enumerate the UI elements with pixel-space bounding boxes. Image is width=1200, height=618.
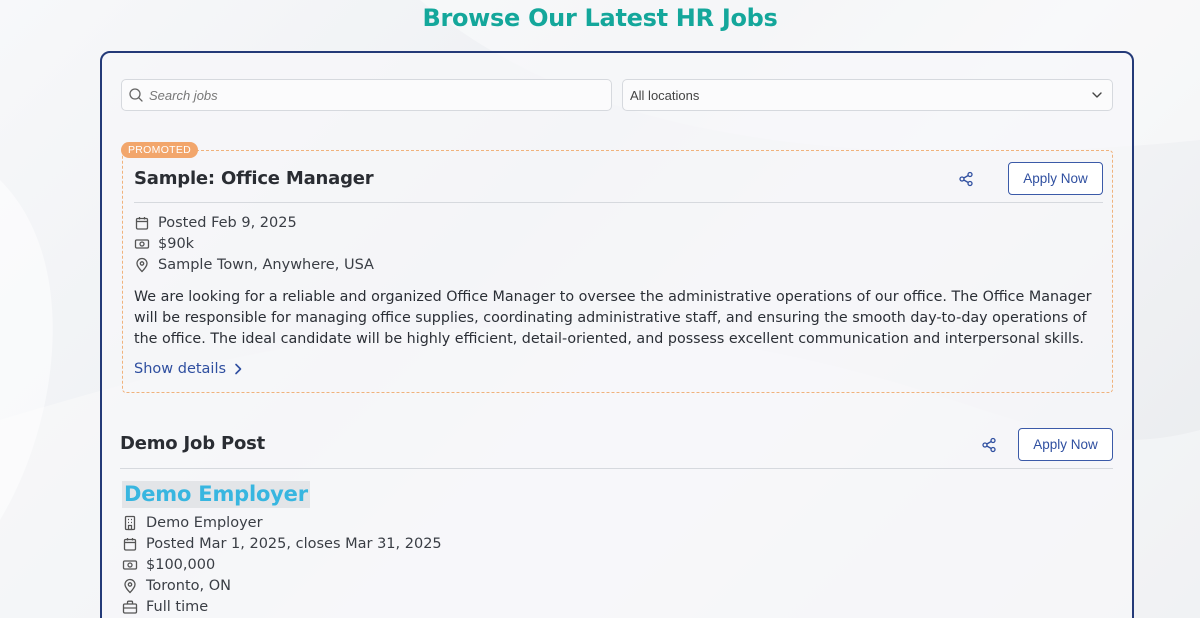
employer-name: Demo Employer — [146, 515, 263, 531]
salary-row — [134, 236, 194, 252]
calendar-icon — [122, 536, 138, 552]
posted-date: Posted Mar 1, 2025, closes Mar 31, 2025 — [146, 536, 442, 552]
promoted-badge: PROMOTED — [121, 142, 198, 158]
posted-date: Posted Feb 9, 2025 — [158, 215, 297, 231]
money-icon — [134, 236, 150, 252]
promoted-job-card — [122, 144, 1113, 393]
search-icon — [128, 87, 144, 103]
job-type: Full time — [146, 599, 209, 615]
job-description: We are looking for a reliable and organized Office Manager to oversee the administrative operations of our office. The Office Manager will be responsible for managing office supplies, coordinating administrative staff, and ensuring the smooth day-to-day operations of the office. The ideal candidate will be highly efficient, detail-oriented, and possess excellent communication and interpersonal skills. — [134, 289, 1092, 347]
show-details-label: Show details — [134, 361, 227, 377]
location-row — [134, 257, 374, 273]
card-divider — [120, 468, 1113, 469]
building-icon — [122, 515, 138, 531]
job-title[interactable]: Demo Job Post — [120, 433, 266, 454]
card-divider — [134, 202, 1103, 203]
search-input[interactable] — [149, 88, 589, 103]
location-pin-icon — [134, 257, 150, 273]
chevron-right-icon — [232, 362, 244, 376]
salary-row — [122, 557, 215, 573]
job-title[interactable]: Sample: Office Manager — [134, 168, 374, 189]
jobs-panel — [100, 51, 1134, 618]
employer-row — [122, 515, 263, 531]
location: Sample Town, Anywhere, USA — [158, 257, 374, 273]
salary: $90k — [158, 236, 195, 252]
employer-heading[interactable]: Demo Employer — [124, 482, 308, 506]
location: Toronto, ON — [146, 578, 232, 594]
show-details-link[interactable] — [134, 361, 244, 377]
calendar-icon — [134, 215, 150, 231]
apply-now-button[interactable]: Apply Now — [1008, 162, 1103, 195]
posted-date-row — [134, 215, 297, 231]
location-select[interactable] — [622, 79, 1113, 111]
location-row — [122, 578, 231, 594]
location-pin-icon — [122, 578, 138, 594]
briefcase-icon — [122, 599, 138, 615]
apply-now-button[interactable]: Apply Now — [1018, 428, 1113, 461]
share-icon[interactable] — [958, 171, 974, 187]
page-title: Browse Our Latest HR Jobs — [422, 4, 778, 32]
share-icon[interactable] — [981, 437, 997, 453]
search-field[interactable] — [121, 79, 612, 111]
posted-date-row — [122, 536, 442, 552]
job-type-row — [122, 599, 208, 615]
chevron-down-icon — [1090, 88, 1104, 102]
location-select-value: All locations — [630, 87, 700, 103]
money-icon — [122, 557, 138, 573]
salary: $100,000 — [146, 557, 216, 573]
